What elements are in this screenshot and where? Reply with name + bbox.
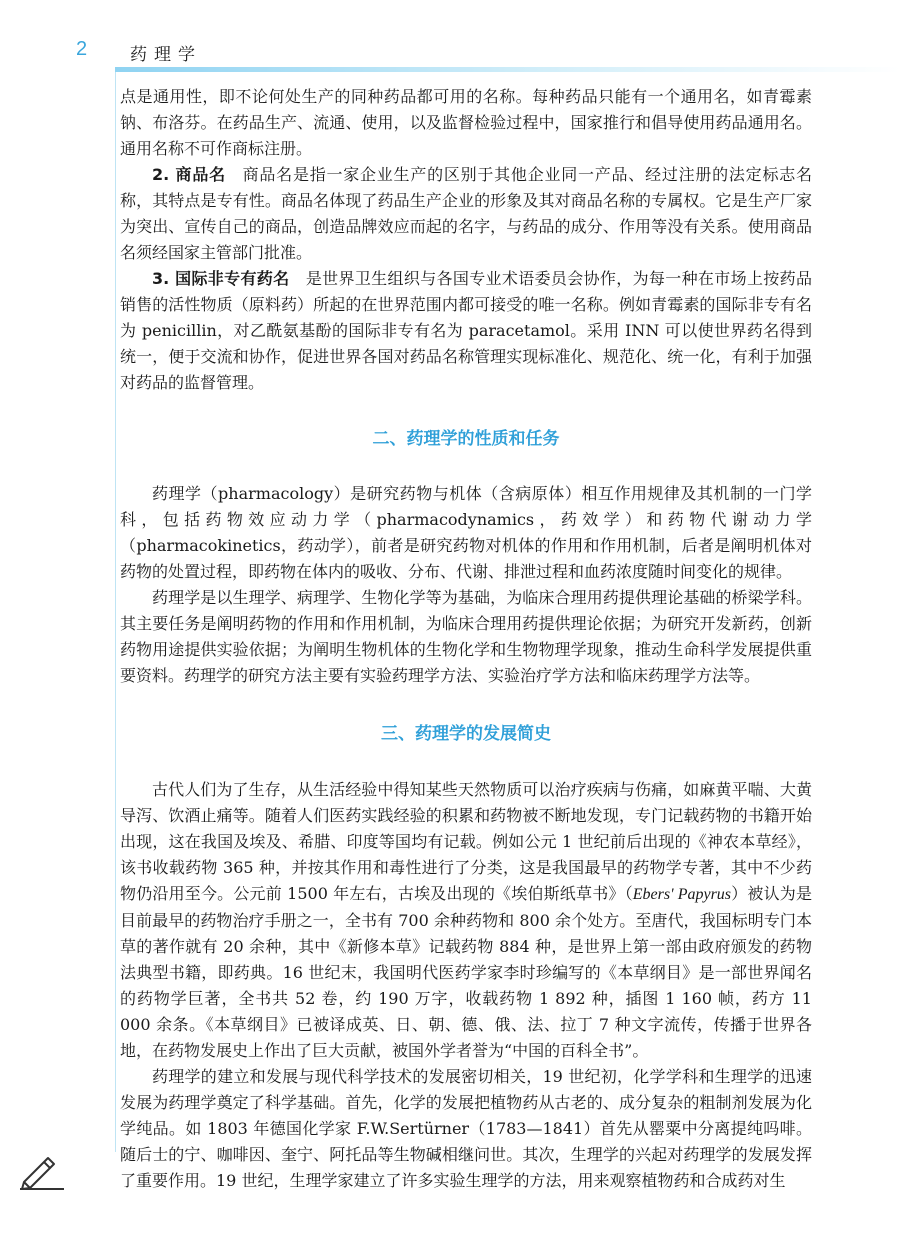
paragraph-pharmacology-tasks: 药理学是以生理学、病理学、生物化学等为基础，为临床合理用药提供理论基础的桥梁学科。其主要任务是阐明药物的作用和作用机制，为临床合理用药提供理论依据；为研究开发新药，创新药物用途提供实验依据；为阐明生物机体的生物化学和生物物理学现象，推动生命科学发展提供重要资料。药理学的研究方法主要有实验药理学方法、实验治疗学方法和临床药理学方法等。: [120, 588, 812, 685]
paragraph-trade-name: [120, 162, 812, 266]
paragraph-modern-development: 药理学的建立和发展与现代科学技术的发展密切相关，19 世纪初，化学学科和生理学的迅速发展为药理学奠定了科学基础。首先，化学的发展把植物药从古老的、成分复杂的粗制剂发展为化学纯品。如 1803 年德国化学家 F.W.Sertürner（1783—1841）首先从罂粟中分离提纯吗啡。随后士的宁、咖啡因、奎宁、阿托品等生物碱相继问世。其次，生理学的兴起对药理学的发展发挥了重要作用。19 世纪，生理学家建立了许多实验生理学的方法，用来观察植物药和合成药对生: [120, 1067, 812, 1190]
term-inn: 3. 国际非专有药名: [152, 269, 290, 288]
paragraph-inn: [120, 266, 812, 396]
pen-icon: [18, 1152, 66, 1190]
trade-name-text: 商品名是指一家企业生产的区别于其他企业同一产品、经过注册的法定标志名称，其特点是专有性。商品名体现了药品生产企业的形象及其对商品名称的专属权。它是生产厂家为突出、宣传自己的商品，创造品牌效应而起的名字，与药品的成分、作用等没有关系。使用商品名须经国家主管部门批准。: [120, 165, 812, 262]
history-text-part-2: ）被认为是目前最早的药物治疗手册之一，全书有 700 余种药物和 800 余个处方。至唐代，我国标明专门本草的著作就有 20 余种，其中《新修本草》记载药物 884 种，是世界上第一部由政府颁发的药物法典型书籍，即药典。16 世纪末，我国明代医药学家李时珍编写的《本草纲目》是一部世界闻名的药物学巨著，全书共 52 卷，约 190 万字，收载药物 1 892 种，插图 1 160 帧，药方 11 000 余条。《本草纲目》已被译成英、日、朝、德、俄、法、拉丁 7 种文字流传，传播于世界各地，在药物发展史上作出了巨大贡献，被国外学者誉为“中国的百科全书”。: [120, 884, 812, 1060]
paragraph-generic-name-end: 点是通用性，即不论何处生产的同种药品都可用的名称。每种药品只能有一个通用名，如青霉素钠、布洛芬。在药品生产、流通、使用，以及监督检验过程中，国家推行和倡导使用药品通用名。通用名称不可作商标注册。: [120, 87, 812, 158]
page-number: 2: [76, 38, 88, 60]
ebers-papyrus-title: Ebers' Papyrus: [632, 886, 732, 903]
book-title: 药理学: [130, 45, 202, 65]
history-text-part-1: 古代人们为了生存，从生活经验中得知某些天然物质可以治疗疾病与伤痛，如麻黄平喘、大黄导泻、饮酒止痛等。随着人们医药实践经验的积累和药物被不断地发现，专门记载药物的书籍开始出现，这在我国及埃及、希腊、印度等国均有记载。例如公元 1 世纪前后出现的《神农本草经》，该书收载药物 365 种，并按其作用和毒性进行了分类，这是我国最早的药物学专著，其中不少药物仍沿用至今。公元前 1500 年左右，古埃及出现的《埃伯斯纸草书》（: [120, 780, 812, 903]
page-body: [120, 84, 812, 1194]
page-header: [0, 0, 900, 80]
margin-rule: [115, 72, 116, 1152]
section-heading-history: 三、药理学的发展简史: [381, 724, 551, 744]
paragraph-ancient-history: [120, 777, 812, 1064]
header-rule: [115, 67, 900, 72]
term-trade-name: 2. 商品名: [152, 165, 226, 184]
inn-text: 是世界卫生组织与各国专业术语委员会协作，为每一种在市场上按药品销售的活性物质（原料药）所起的在世界范围内都可接受的唯一名称。例如青霉素的国际非专有名为 penicillin，对乙酰氨基酚的国际非专有名为 paracetamol。采用 INN 可以使世界药名得到统一，便于交流和协作，促进世界各国对药品名称管理实现标准化、规范化、统一化，有利于加强对药品的监督管理。: [120, 269, 812, 392]
section-heading-nature-tasks: 二、药理学的性质和任务: [372, 429, 560, 449]
paragraph-pharmacology-definition: 药理学（pharmacology）是研究药物与机体（含病原体）相互作用规律及其机制的一门学科，包括药物效应动力学（pharmacodynamics，药效学）和药物代谢动力学（pharmacokinetics，药动学），前者是研究药物对机体的作用和作用机制，后者是阐明机体对药物的处置过程，即药物在体内的吸收、分布、代谢、排泄过程和血药浓度随时间变化的规律。: [120, 484, 812, 581]
